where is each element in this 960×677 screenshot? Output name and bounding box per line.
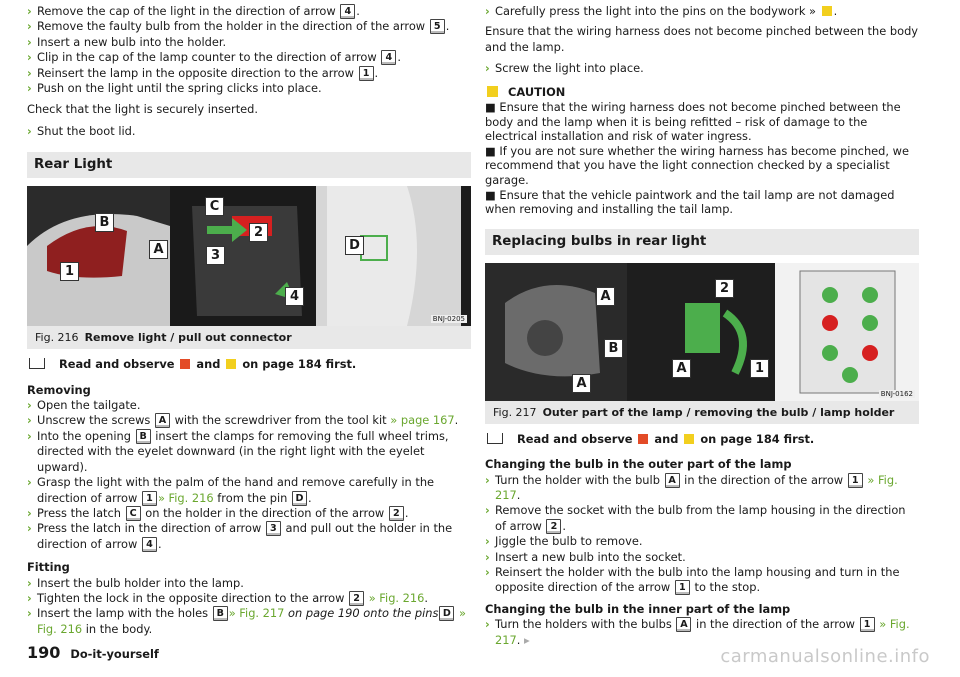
- key-label: 2: [389, 506, 404, 521]
- wiring-paragraph: Ensure that the wiring harness does not become pinched between the body and the lamp.: [485, 24, 919, 54]
- key-label: D: [292, 491, 307, 506]
- rear-light-illustration: [27, 186, 461, 326]
- fig-label: B: [95, 213, 114, 232]
- page-number: 190: [27, 643, 61, 662]
- continue-arrow-icon: ▸: [524, 632, 530, 647]
- fitting-steps: [27, 576, 471, 638]
- removing-heading: Removing: [27, 382, 91, 397]
- fig-label: 4: [285, 287, 304, 306]
- figure-link[interactable]: » Fig. 217: [228, 606, 285, 621]
- step-item: › Open the tailgate.: [27, 398, 141, 413]
- bulb-holder-illustration: [485, 263, 919, 401]
- step-item: › Turn the holders with the bulbs A in the direction of the arrow 1 » Fig. 217. ▸: [485, 617, 910, 647]
- top-steps: [27, 4, 471, 96]
- figure-link[interactable]: » Fig. 216: [37, 606, 466, 636]
- fig-label: B: [604, 339, 623, 358]
- step-item: › Press the latch C on the holder in the direction of the arrow 2 .: [27, 505, 409, 520]
- fig-label: A: [572, 374, 591, 393]
- step-item: › Insert a new bulb into the socket.: [485, 549, 686, 564]
- key-label: 1: [359, 66, 374, 81]
- warning-icon: [180, 359, 190, 369]
- key-label: C: [126, 506, 141, 521]
- fig-label: 3: [206, 246, 225, 265]
- refit-steps: [485, 4, 919, 19]
- step-item: › Into the opening B insert the clamps for removing the full wheel trims, directed with the eyelet downward (in the right light with the eyelet upward).: [27, 428, 449, 474]
- book-icon: [29, 358, 45, 369]
- figure-216: [27, 186, 471, 349]
- step-item: › Insert a new bulb into the holder.: [27, 34, 227, 49]
- figure-code: BNJ-0162: [880, 389, 913, 398]
- fitting-heading: Fitting: [27, 560, 70, 575]
- figure-217-caption: Fig. 217 Outer part of the lamp / removing the bulb / lamp holder: [485, 401, 919, 424]
- step-item: › Remove the cap of the light in the direction of arrow 4 .: [27, 4, 360, 18]
- figure-216-image: [27, 186, 471, 326]
- step-item: › Push on the light until the spring clicks into place.: [27, 81, 322, 96]
- caution-item: ■ Ensure that the vehicle paintwork and the tail lamp are not damaged when removing and installing the tail lamp.: [485, 187, 895, 217]
- section-rear-light: Rear Light: [27, 152, 471, 178]
- fig-label: A: [149, 240, 168, 259]
- step-item: › Shut the boot lid.: [27, 123, 136, 138]
- key-label: 1: [675, 580, 690, 595]
- key-label: 4: [142, 537, 157, 552]
- check-text: Check that the light is securely inserted.: [27, 102, 259, 117]
- step-item: › Grasp the light with the palm of the hand and remove carefully in the direction of arrow 1 » Fig. 216 from the pin D .: [27, 475, 435, 505]
- step-item: › Tighten the lock in the opposite direction to the arrow 2 » Fig. 216.: [27, 590, 429, 605]
- key-label: 4: [340, 4, 355, 19]
- footer-section: Do-it-yourself: [70, 647, 159, 661]
- step-item: › Clip in the cap of the lamp counter to the direction of arrow 4 .: [27, 50, 401, 65]
- key-label: A: [155, 413, 170, 428]
- key-label: 4: [381, 50, 396, 65]
- fig-label: 2: [715, 279, 734, 298]
- watermark: carmanualsonline.info: [720, 646, 930, 667]
- fig-label: A: [596, 287, 615, 306]
- screw-step: [485, 61, 919, 76]
- right-column: [485, 0, 919, 648]
- fig-label: A: [672, 359, 691, 378]
- inner-steps: [485, 617, 919, 648]
- step-item: › Carefully press the light into the pins on the bodywork » .: [485, 4, 838, 18]
- caution-list: [485, 100, 919, 217]
- inner-heading: Changing the bulb in the inner part of the lamp: [485, 601, 791, 616]
- key-label: 2: [349, 591, 364, 606]
- key-label: D: [439, 606, 454, 621]
- section-replacing-bulbs: Replacing bulbs in rear light: [485, 229, 919, 255]
- key-label: 1: [848, 473, 863, 488]
- figure-217: [485, 263, 919, 424]
- step-item: › Remove the faulty bulb from the holder in the direction of the arrow 5 .: [27, 19, 450, 34]
- step-item: › Screw the light into place.: [485, 61, 644, 76]
- figure-link[interactable]: » Fig. 217: [495, 617, 910, 647]
- fig-label: D: [345, 236, 364, 255]
- figure-217-image: [485, 263, 919, 401]
- left-column: [27, 0, 471, 637]
- figure-216-caption: Fig. 216 Remove light / pull out connector: [27, 326, 471, 349]
- key-label: A: [665, 473, 680, 488]
- key-label: 5: [430, 19, 445, 34]
- step-item: › Reinsert the holder with the bulb into the lamp housing and turn in the opposite direction of the arrow 1 to the stop.: [485, 565, 900, 595]
- key-label: 1: [142, 491, 157, 506]
- key-label: B: [213, 606, 228, 621]
- fig-label: 1: [60, 262, 79, 281]
- key-label: 1: [860, 617, 875, 632]
- outer-steps: [485, 473, 919, 596]
- page-link[interactable]: » page 167: [390, 413, 455, 428]
- caution-icon: [487, 86, 498, 97]
- shut-step: [27, 124, 471, 139]
- read-observe-note: Read and observe and on page 184 first.: [27, 357, 471, 372]
- fig-label: 2: [249, 223, 268, 242]
- read-observe-note: Read and observe and on page 184 first.: [485, 432, 919, 447]
- key-label: 2: [546, 519, 561, 534]
- page-footer: [27, 640, 159, 666]
- book-icon: [487, 433, 503, 444]
- step-item: › Insert the bulb holder into the lamp.: [27, 575, 244, 590]
- step-item: › Remove the socket with the bulb from the lamp housing in the direction of arrow 2 .: [485, 503, 906, 533]
- removing-steps: [27, 398, 471, 552]
- figure-code: BNJ-0205: [432, 315, 465, 324]
- outer-heading: Changing the bulb in the outer part of the lamp: [485, 457, 792, 472]
- step-item: › Reinsert the lamp in the opposite direction to the arrow 1 .: [27, 65, 379, 80]
- key-label: 3: [266, 521, 281, 536]
- step-item: › Unscrew the screws A with the screwdriver from the tool kit » page 167.: [27, 413, 459, 428]
- figure-link[interactable]: » Fig. 216: [157, 490, 214, 505]
- note-icon: [226, 359, 236, 369]
- figure-link[interactable]: » Fig. 217: [495, 472, 898, 502]
- step-item: › Jiggle the bulb to remove.: [485, 534, 643, 549]
- note-icon: [822, 6, 832, 16]
- caution-item: ■ Ensure that the wiring harness does not become pinched between the body and the lamp when it is being refitted – risk of damage to the electrical installation and risk of water ingress.: [485, 100, 901, 144]
- caution-item: ■ If you are not sure whether the wiring harness has become pinched, we recommend that you have the light connection checked by a specialist garage.: [485, 143, 909, 187]
- key-label: A: [676, 617, 691, 632]
- fig-label: 1: [750, 359, 769, 378]
- step-item: › Insert the lamp with the holes B » Fig. 217 on page 190 onto the pins D » Fig. 216 in the body.: [27, 606, 466, 636]
- caution-heading: CAUTION: [485, 85, 919, 100]
- figure-link[interactable]: » Fig. 216: [368, 590, 425, 605]
- step-item: › Turn the holder with the bulb A in the direction of the arrow 1 » Fig. 217.: [485, 472, 898, 502]
- note-icon: [684, 434, 694, 444]
- step-item: › Press the latch in the direction of arrow 3 and pull out the holder in the direction of arrow 4 .: [27, 521, 453, 551]
- key-label: B: [136, 429, 151, 444]
- fig-label: C: [205, 197, 224, 216]
- warning-icon: [638, 434, 648, 444]
